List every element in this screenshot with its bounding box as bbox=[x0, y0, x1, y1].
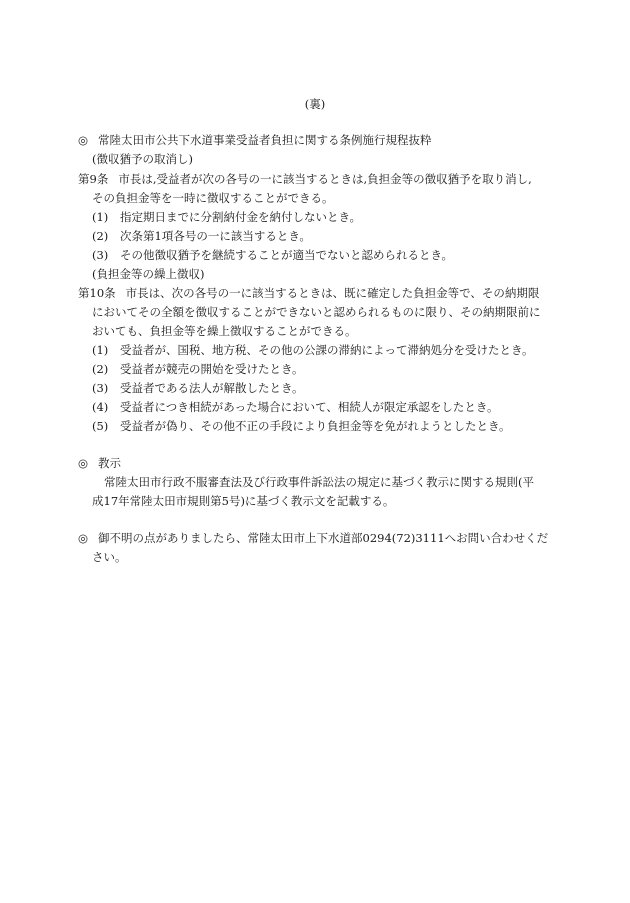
section-2-heading bbox=[78, 456, 121, 470]
article-9-label: 第9条 bbox=[78, 172, 109, 186]
article-10-item-4: (4) 受益者につき相続があった場合において、相続人が限定承認をしたとき。 bbox=[92, 400, 499, 414]
article-9-line-2: その負担金等を一時に徴収することができる。 bbox=[92, 191, 334, 205]
article-9-item-2: (2) 次条第1項各号の一に該当するとき。 bbox=[92, 229, 311, 243]
section-2-title: 教示 bbox=[98, 456, 121, 470]
double-circle-mark: ◎ bbox=[78, 456, 89, 470]
article-10-label: 第10条 bbox=[78, 286, 116, 300]
article-10-line-2: においてその全額を徴収することができないと認められるものに限り、その納期限前に bbox=[92, 305, 541, 319]
article-10-item-5: (5) 受益者が偽り、その他不正の手段により負担金等を免がれようとしたとき。 bbox=[92, 419, 511, 433]
article-10-caption: (負担金等の繰上徴収) bbox=[92, 267, 205, 281]
double-circle-mark: ◎ bbox=[78, 531, 89, 545]
double-circle-mark: ◎ bbox=[78, 133, 89, 147]
article-9-line-1: 第9条 市長は,受益者が次の各号の一に該当するときは,負担金等の徴収猶予を取り消し, bbox=[78, 172, 532, 186]
article-9-item-1: (1) 指定期日までに分割納付金を納付しないとき。 bbox=[92, 210, 362, 224]
section-3-line-1 bbox=[78, 531, 548, 545]
section-1-heading bbox=[78, 133, 432, 147]
section-2-line-1: 常陸太田市行政不服審査法及び行政事件訴訟法の規定に基づく教示に関する規則(平 bbox=[104, 475, 534, 489]
article-9-caption: (徴収猶予の取消し) bbox=[92, 152, 193, 166]
article-9-item-3: (3) その他徴収猶予を継続することが適当でないと認められるとき。 bbox=[92, 248, 454, 262]
section-2-line-2: 成17年常陸太田市規則第5号)に基づく教示文を記載する。 bbox=[92, 494, 395, 508]
section-1-title: 常陸太田市公共下水道事業受益者負担に関する条例施行規程抜粋 bbox=[98, 133, 432, 147]
contact-text: 御不明の点がありましたら、常陸太田市上下水道部0294(72)3111へお問い合わせくだ bbox=[98, 531, 549, 545]
article-10-line-1: 第10条 市長は、次の各号の一に該当するときは、既に確定した負担金等で、その納期限 bbox=[78, 286, 540, 300]
article-10-line-3: おいても、負担金等を繰上徴収することができる。 bbox=[92, 324, 357, 338]
article-10-item-2: (2) 受益者が競売の開始を受けたとき。 bbox=[92, 362, 304, 376]
article-10-item-1: (1) 受益者が、国税、地方税、その他の公課の滞納によって滞納処分を受けたとき。 bbox=[92, 343, 534, 357]
section-3-line-2: さい。 bbox=[92, 550, 127, 564]
article-10-item-3: (3) 受益者である法人が解散したとき。 bbox=[92, 381, 304, 395]
page-side-label: (裏) bbox=[304, 97, 326, 111]
